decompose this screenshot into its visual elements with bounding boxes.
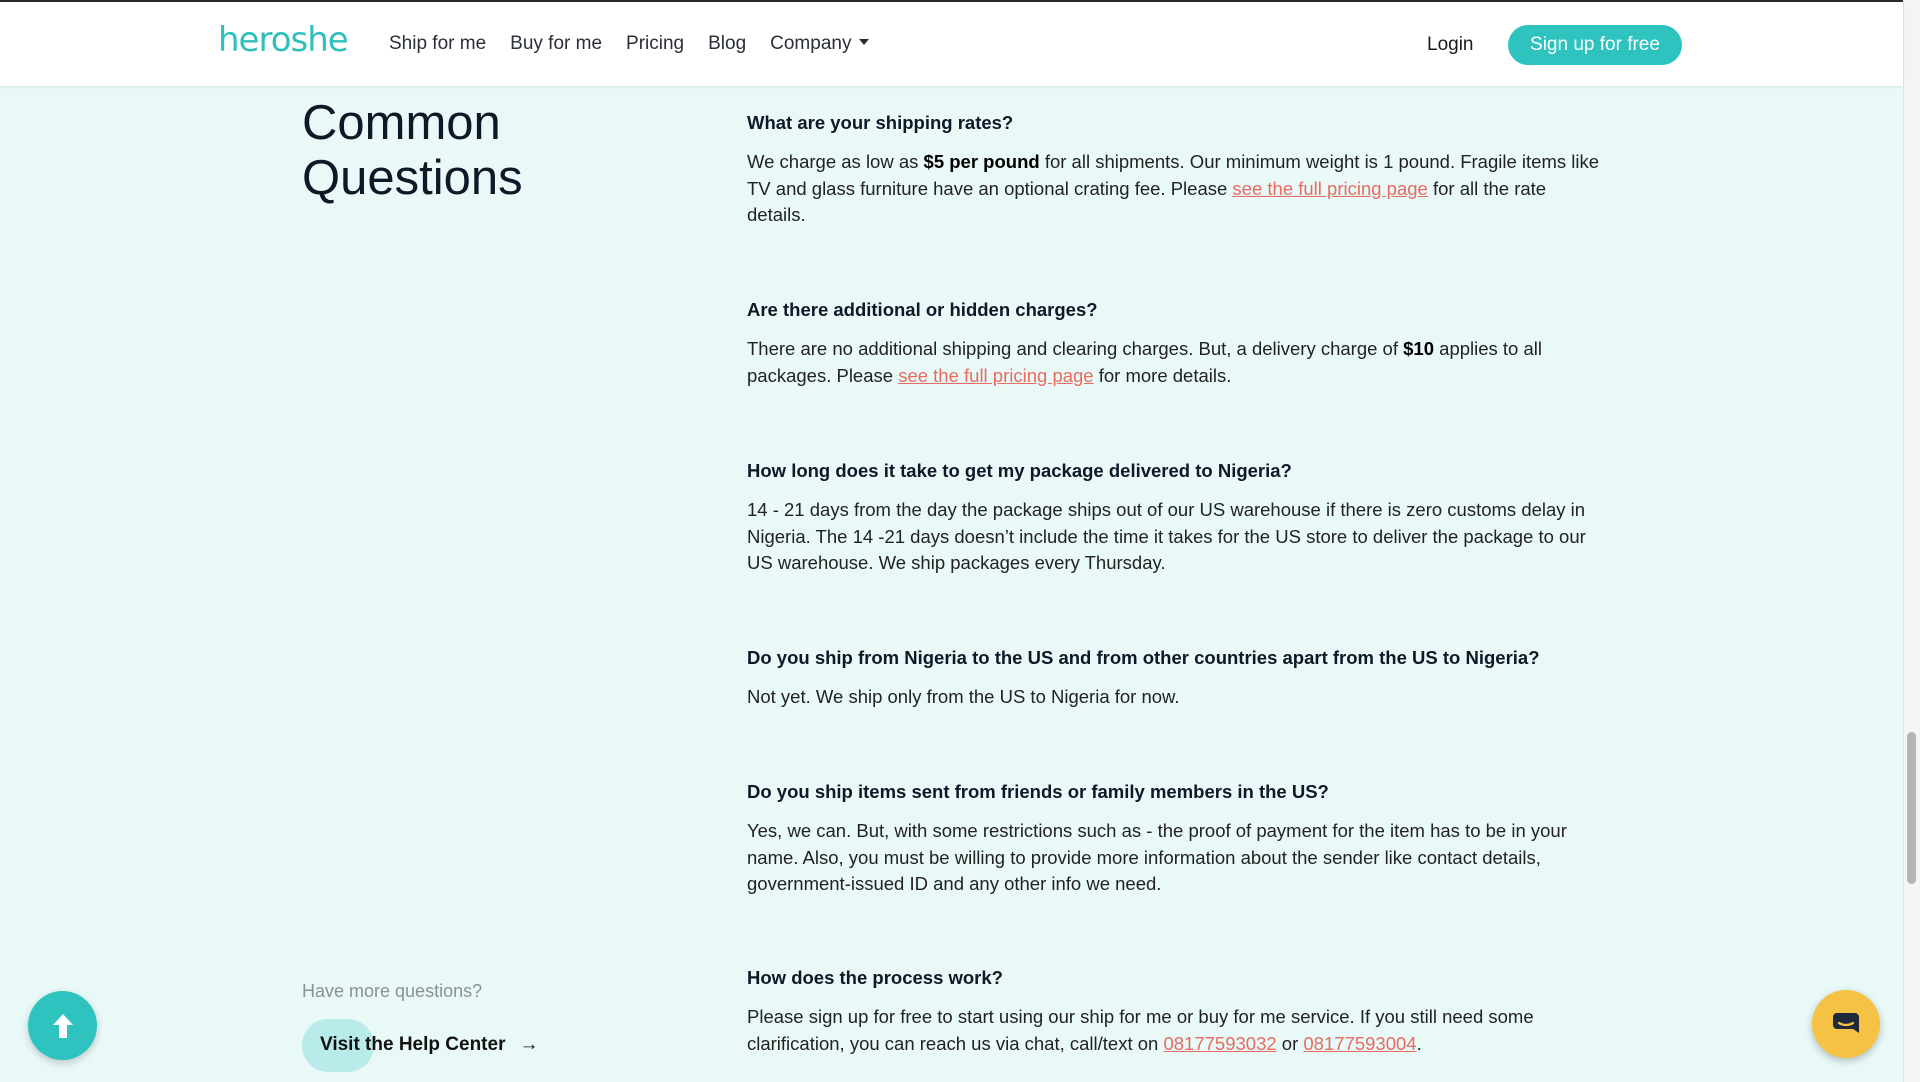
scrollbar-thumb[interactable]	[1907, 732, 1916, 884]
scroll-to-top-button[interactable]	[28, 991, 97, 1060]
section-title-line2: Questions	[302, 151, 523, 205]
faq-question: Do you ship items sent from friends or family members in the US?	[747, 781, 1329, 802]
faq-answer-bold: $10	[1403, 338, 1435, 359]
faq-answer	[747, 149, 1602, 229]
help-center-link[interactable]	[320, 1034, 538, 1056]
faq-answer-bold: $5 per pound	[923, 151, 1040, 172]
arrow-right-icon: →	[519, 1034, 539, 1055]
nav-company-dropdown[interactable]	[770, 33, 869, 55]
more-questions-label: Have more questions?	[302, 981, 483, 1001]
faq-answer-text: .	[1416, 1032, 1422, 1054]
phone-link-2[interactable]: 08177593004	[1303, 1032, 1417, 1054]
nav-blog[interactable]: Blog	[708, 33, 747, 54]
faq-question: How long does it take to get my package delivered to Nigeria?	[747, 460, 1292, 481]
faq-item	[747, 110, 1602, 229]
faq-answer-text: applies to all packages. Please	[747, 338, 1542, 386]
faq-answer: Yes, we can. But, with some restrictions such as - the proof of payment for the item has to be in your name. Also, you must be willing to provide more information about the sender like contact details, government-issued ID and any other info we need.	[747, 820, 1567, 894]
faq-item	[747, 645, 1602, 711]
section-title	[302, 96, 602, 206]
scrollbar[interactable]	[1903, 0, 1920, 1082]
caret-down-icon	[859, 39, 869, 45]
faq-item	[747, 458, 1602, 577]
nav-ship-for-me[interactable]: Ship for me	[389, 33, 487, 54]
signup-button[interactable]: Sign up for free	[1508, 25, 1682, 65]
faq-question: Do you ship from Nigeria to the US and from other countries apart from the US to Nigeria?	[747, 647, 1540, 668]
faq-answer-text: We charge as low as	[747, 151, 924, 172]
faq-answer	[747, 336, 1602, 389]
faq-answer-text: Please sign up for free to start using our ship for me or buy for me service. If you still need some clarification, you can reach us via chat, call/text on	[747, 1006, 1534, 1054]
phone-link-1[interactable]: 08177593032	[1163, 1032, 1277, 1054]
chat-widget-button[interactable]	[1812, 990, 1880, 1058]
faq-answer-text: for more details.	[1093, 364, 1232, 386]
faq-item	[747, 965, 1602, 1057]
faq-answer	[747, 1004, 1602, 1057]
nav-company-label: Company	[770, 33, 852, 54]
help-center-label: Visit the Help Center	[320, 1034, 506, 1055]
faq-item	[747, 297, 1602, 389]
faq-answer-text: or	[1276, 1032, 1304, 1054]
chat-bubble-icon	[1831, 1011, 1861, 1037]
faq-answer: 14 - 21 days from the day the package ships out of our US warehouse if there is zero customs delay in Nigeria. The 14 -21 days doesn’t include the time it takes for the US store to deliver the package to our US warehouse. We ship packages every Thursday.	[747, 499, 1586, 573]
login-link[interactable]: Login	[1427, 34, 1474, 55]
logo[interactable]: heroshe	[218, 20, 348, 60]
pricing-page-link[interactable]: see the full pricing page	[1232, 177, 1428, 199]
faq-question: How does the process work?	[747, 967, 1003, 988]
pricing-page-link[interactable]: see the full pricing page	[898, 364, 1094, 386]
faq-answer-text: There are no additional shipping and clearing charges. But, a delivery charge of	[747, 338, 1404, 359]
faq-item	[747, 779, 1602, 898]
faq-answer: Not yet. We ship only from the US to Nigeria for now.	[747, 686, 1180, 707]
site-header	[0, 2, 1903, 86]
faq-answer-text: for all the rate details.	[747, 177, 1547, 225]
nav-buy-for-me[interactable]: Buy for me	[510, 33, 603, 54]
nav-pricing[interactable]: Pricing	[626, 33, 685, 54]
arrow-up-icon	[50, 1011, 76, 1041]
main-nav	[389, 33, 893, 55]
faq-answer-text: for all shipments. Our minimum weight is 1 pound. Fragile items like TV and glass furniture have an optional crating fee. Please	[747, 151, 1600, 199]
faq-question: What are your shipping rates?	[747, 112, 1014, 133]
section-title-line1: Common	[302, 96, 501, 150]
faq-question: Are there additional or hidden charges?	[747, 299, 1098, 320]
